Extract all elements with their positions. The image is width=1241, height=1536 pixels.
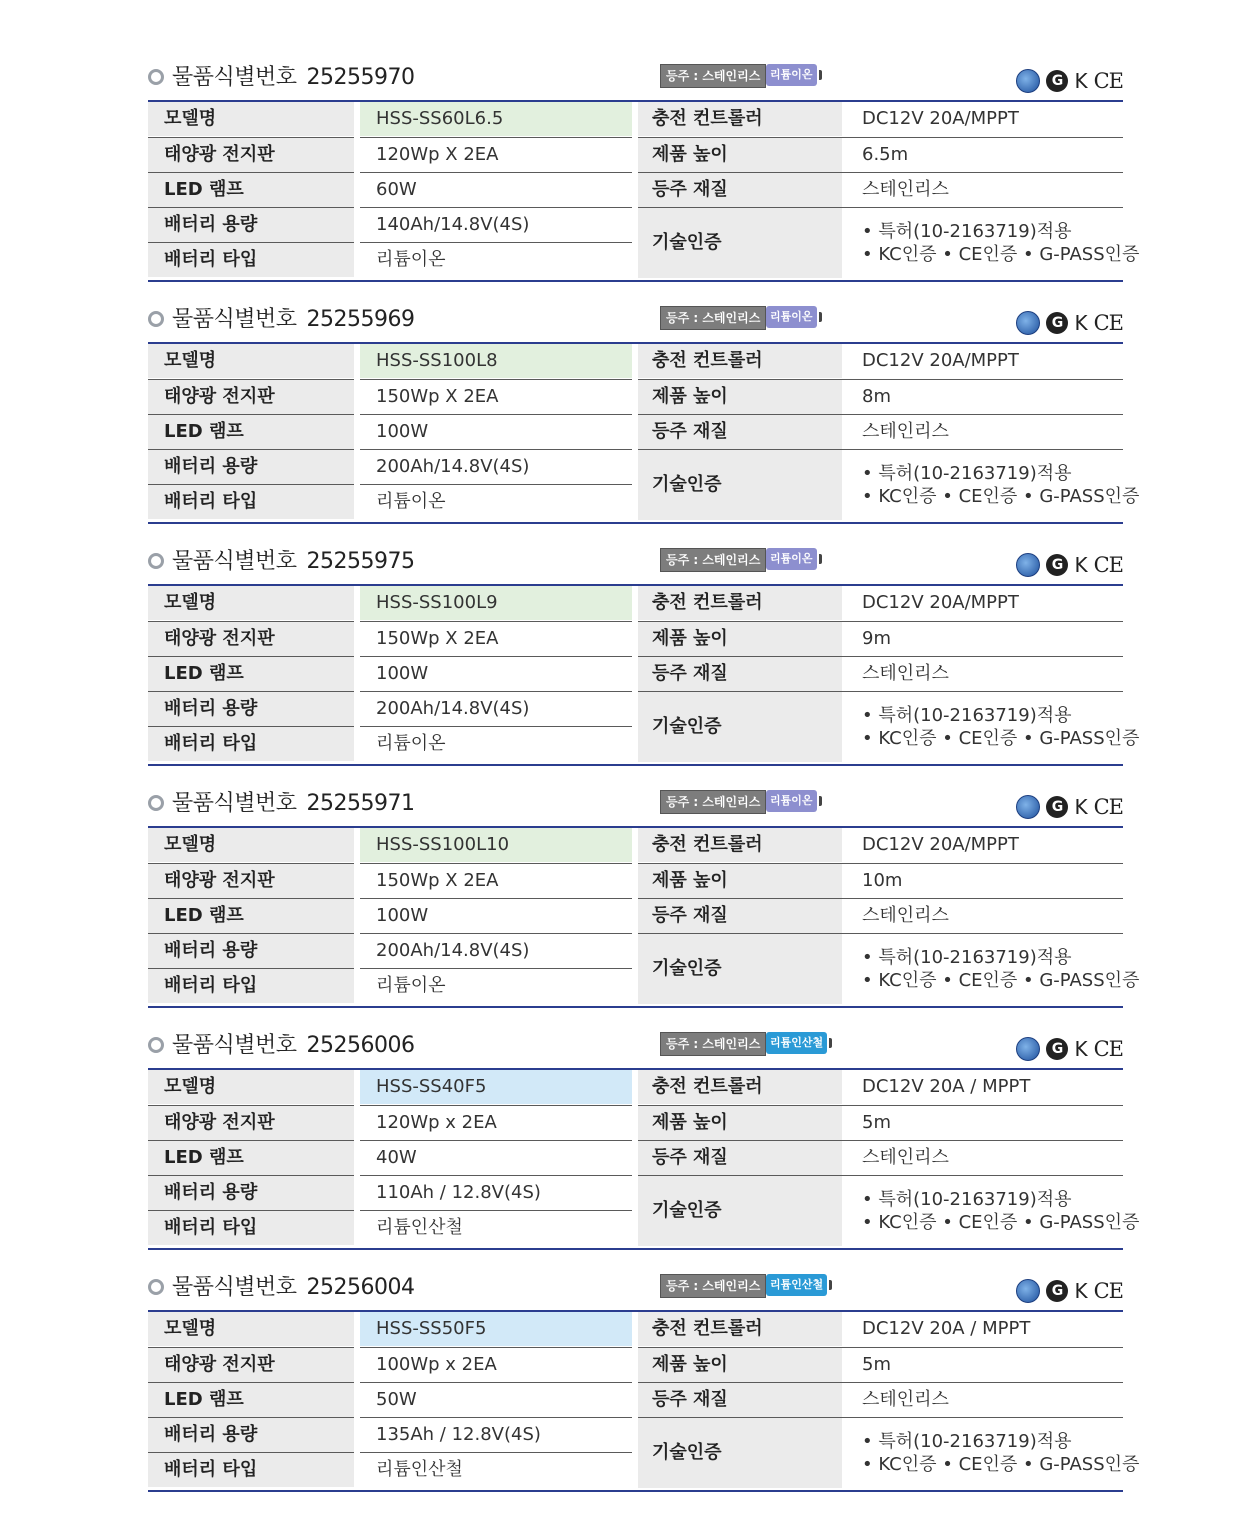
patent-line: • 특허(10-2163719)적용: [862, 947, 1072, 968]
lamp-label: LED 램프: [148, 657, 354, 691]
pole-material-label: 등주 재질: [638, 415, 842, 449]
row-divider: [638, 1347, 842, 1348]
product-header: [148, 1266, 1123, 1310]
identifier-number: 25256006: [306, 1033, 415, 1058]
model-value: HSS-SS40F5: [360, 1070, 632, 1104]
row-divider: [360, 1140, 632, 1141]
lamp-label: LED 램프: [148, 1383, 354, 1417]
circle-bullet-icon: [148, 1037, 164, 1053]
k-mark-icon: K: [1074, 795, 1088, 819]
panel-label: 태양광 전지판: [148, 864, 354, 898]
certification-value: [842, 704, 1140, 750]
row-divider: [360, 242, 632, 243]
battery-capacity-value: 200Ah/14.8V(4S): [376, 456, 530, 477]
row-divider: [148, 1382, 354, 1383]
lamp-value: 60W: [376, 179, 417, 200]
row-divider: [360, 726, 632, 727]
controller-value: DC12V 20A / MPPT: [862, 1318, 1031, 1339]
certification-marks: [1016, 794, 1123, 820]
patent-line: • 특허(10-2163719)적용: [862, 705, 1072, 726]
identifier-number: 25256004: [306, 1275, 415, 1300]
model-value: HSS-SS100L9: [360, 586, 632, 620]
circle-bullet-icon: [148, 1279, 164, 1295]
battery-type-value: 리튬이온: [376, 249, 446, 270]
lamp-value: 50W: [376, 1389, 417, 1410]
battery-type-label: 배터리 타입: [148, 969, 354, 1003]
lamp-label: LED 램프: [148, 415, 354, 449]
model-label: 모델명: [148, 102, 354, 136]
battery-type-value: 리튬인산철: [376, 1459, 463, 1480]
height-label: 제품 높이: [638, 380, 842, 414]
lamp-value: 100W: [376, 905, 429, 926]
row-divider: [148, 1140, 354, 1141]
row-divider: [148, 863, 354, 864]
cert-line: • KC인증 • CE인증 • G-PASS인증: [862, 244, 1140, 265]
pole-material-badge: 등주 : 스테인리스: [660, 1274, 766, 1298]
certification-marks: [1016, 1278, 1123, 1304]
controller-label: 충전 컨트롤러: [638, 344, 842, 378]
row-divider: [360, 414, 632, 415]
height-label: 제품 높이: [638, 622, 842, 656]
row-divider: [360, 621, 632, 622]
height-value: 10m: [862, 870, 903, 891]
row-divider: [638, 1175, 842, 1176]
row-divider: [360, 1452, 632, 1453]
controller-label: 충전 컨트롤러: [638, 102, 842, 136]
certification-label: 기술인증: [638, 208, 842, 278]
ce-mark-icon: CE: [1093, 553, 1123, 577]
panel-value: 150Wp X 2EA: [376, 386, 499, 407]
cert-line: • KC인증 • CE인증 • G-PASS인증: [862, 1212, 1140, 1233]
row-divider: [638, 207, 842, 208]
controller-value: DC12V 20A/MPPT: [862, 592, 1019, 613]
battery-type-label: 배터리 타입: [148, 1453, 354, 1487]
battery-type-label: 배터리 타입: [148, 1211, 354, 1245]
controller-label: 충전 컨트롤러: [638, 1312, 842, 1346]
row-divider: [148, 414, 354, 415]
row-divider: [360, 691, 632, 692]
circle-bullet-icon: [148, 795, 164, 811]
controller-value: DC12V 20A/MPPT: [862, 350, 1019, 371]
pole-material-badge: 등주 : 스테인리스: [660, 64, 766, 88]
battery-capacity-label: 배터리 용량: [148, 692, 354, 726]
spec-table: [148, 584, 1140, 766]
battery-type-value: 리튬이온: [376, 975, 446, 996]
lamp-label: LED 램프: [148, 1141, 354, 1175]
row-divider: [638, 172, 842, 173]
kc-globe-icon: [1016, 553, 1040, 577]
kc-globe-icon: [1016, 69, 1040, 93]
patent-line: • 특허(10-2163719)적용: [862, 463, 1072, 484]
certification-value: [842, 462, 1140, 508]
product-header: [148, 56, 1123, 100]
patent-line: • 특허(10-2163719)적용: [862, 221, 1072, 242]
kc-globe-icon: [1016, 1037, 1040, 1061]
spec-table: [148, 342, 1140, 524]
product-header: [148, 782, 1123, 826]
certification-value: [842, 220, 1140, 266]
product-block: [148, 298, 1140, 530]
battery-capacity-label: 배터리 용량: [148, 1176, 354, 1210]
certification-marks: [1016, 552, 1123, 578]
controller-value: DC12V 20A/MPPT: [862, 108, 1019, 129]
panel-value: 150Wp X 2EA: [376, 870, 499, 891]
row-divider: [842, 1105, 1123, 1106]
pole-material-value: 스테인리스: [862, 421, 949, 442]
product-header: [148, 540, 1123, 584]
row-divider: [360, 968, 632, 969]
controller-value: DC12V 20A/MPPT: [862, 834, 1019, 855]
spec-table: [148, 1068, 1140, 1250]
row-divider: [148, 137, 354, 138]
row-divider: [148, 242, 354, 243]
lamp-value: 100W: [376, 663, 429, 684]
battery-capacity-label: 배터리 용량: [148, 934, 354, 968]
certification-value: [842, 1430, 1140, 1476]
product-block: [148, 540, 1140, 772]
identifier-label: 물품식별번호: [172, 65, 297, 90]
row-divider: [638, 449, 842, 450]
row-divider: [148, 898, 354, 899]
height-value: 8m: [862, 386, 891, 407]
identifier-number: 25255969: [306, 307, 415, 332]
model-value: HSS-SS50F5: [360, 1312, 632, 1346]
identifier-number: 25255970: [306, 65, 415, 90]
pole-material-label: 등주 재질: [638, 1383, 842, 1417]
row-divider: [638, 137, 842, 138]
g-mark-icon: G: [1046, 554, 1068, 576]
row-divider: [148, 1417, 354, 1418]
kc-globe-icon: [1016, 311, 1040, 335]
model-label: 모델명: [148, 828, 354, 862]
product-identifier: [172, 60, 415, 91]
row-divider: [638, 1382, 842, 1383]
identifier-label: 물품식별번호: [172, 1275, 297, 1300]
patent-line: • 특허(10-2163719)적용: [862, 1431, 1072, 1452]
lamp-label: LED 램프: [148, 173, 354, 207]
product-header: [148, 1024, 1123, 1068]
row-divider: [360, 1382, 632, 1383]
spec-table: [148, 826, 1140, 1008]
row-divider: [148, 207, 354, 208]
spec-table: [148, 100, 1140, 282]
height-label: 제품 높이: [638, 1106, 842, 1140]
row-divider: [148, 1347, 354, 1348]
k-mark-icon: K: [1074, 553, 1088, 577]
row-divider: [360, 172, 632, 173]
certification-marks: [1016, 1036, 1123, 1062]
controller-value: DC12V 20A / MPPT: [862, 1076, 1031, 1097]
row-divider: [148, 1210, 354, 1211]
cert-line: • KC인증 • CE인증 • G-PASS인증: [862, 970, 1140, 991]
pole-material-value: 스테인리스: [862, 1389, 949, 1410]
row-divider: [360, 656, 632, 657]
model-value: HSS-SS60L6.5: [360, 102, 632, 136]
ce-mark-icon: CE: [1093, 1279, 1123, 1303]
row-divider: [148, 691, 354, 692]
row-divider: [148, 1452, 354, 1453]
panel-label: 태양광 전지판: [148, 1106, 354, 1140]
row-divider: [842, 1382, 1123, 1383]
product-block: [148, 1024, 1140, 1256]
lamp-value: 100W: [376, 421, 429, 442]
certification-marks: [1016, 68, 1123, 94]
pole-material-value: 스테인리스: [862, 905, 949, 926]
certification-marks: [1016, 310, 1123, 336]
row-divider: [638, 1140, 842, 1141]
row-divider: [638, 691, 842, 692]
row-divider: [360, 1105, 632, 1106]
row-divider: [360, 484, 632, 485]
row-divider: [842, 863, 1123, 864]
panel-label: 태양광 전지판: [148, 1348, 354, 1382]
product-identifier: [172, 1270, 415, 1301]
panel-value: 120Wp x 2EA: [376, 1112, 497, 1133]
battery-type-label: 배터리 타입: [148, 727, 354, 761]
row-divider: [360, 898, 632, 899]
circle-bullet-icon: [148, 311, 164, 327]
ce-mark-icon: CE: [1093, 795, 1123, 819]
row-divider: [842, 691, 1123, 692]
identifier-label: 물품식별번호: [172, 1033, 297, 1058]
row-divider: [360, 137, 632, 138]
pole-material-label: 등주 재질: [638, 1141, 842, 1175]
row-divider: [360, 863, 632, 864]
row-divider: [360, 1175, 632, 1176]
certification-label: 기술인증: [638, 1418, 842, 1488]
panel-label: 태양광 전지판: [148, 622, 354, 656]
battery-type-badge: 리튬이온: [766, 548, 817, 570]
row-divider: [842, 1175, 1123, 1176]
model-label: 모델명: [148, 344, 354, 378]
row-divider: [148, 172, 354, 173]
height-value: 5m: [862, 1354, 891, 1375]
certification-label: 기술인증: [638, 934, 842, 1004]
model-value: HSS-SS100L8: [360, 344, 632, 378]
product-block: [148, 1266, 1140, 1498]
k-mark-icon: K: [1074, 1279, 1088, 1303]
panel-value: 150Wp X 2EA: [376, 628, 499, 649]
row-divider: [360, 1210, 632, 1211]
k-mark-icon: K: [1074, 69, 1088, 93]
row-divider: [148, 484, 354, 485]
lamp-label: LED 램프: [148, 899, 354, 933]
battery-capacity-label: 배터리 용량: [148, 1418, 354, 1452]
row-divider: [148, 1105, 354, 1106]
panel-value: 120Wp X 2EA: [376, 144, 499, 165]
ce-mark-icon: CE: [1093, 311, 1123, 335]
product-header: [148, 298, 1123, 342]
battery-type-badge: 리튬이온: [766, 306, 817, 328]
controller-label: 충전 컨트롤러: [638, 586, 842, 620]
pole-material-value: 스테인리스: [862, 179, 949, 200]
row-divider: [842, 656, 1123, 657]
kc-globe-icon: [1016, 1279, 1040, 1303]
row-divider: [360, 207, 632, 208]
row-divider: [842, 933, 1123, 934]
pole-material-badge: 등주 : 스테인리스: [660, 1032, 766, 1056]
cert-line: • KC인증 • CE인증 • G-PASS인증: [862, 1454, 1140, 1475]
model-label: 모델명: [148, 586, 354, 620]
battery-type-badge: 리튬이온: [766, 790, 817, 812]
row-divider: [148, 1175, 354, 1176]
pole-material-value: 스테인리스: [862, 663, 949, 684]
g-mark-icon: G: [1046, 1038, 1068, 1060]
g-mark-icon: G: [1046, 1280, 1068, 1302]
panel-label: 태양광 전지판: [148, 138, 354, 172]
cert-line: • KC인증 • CE인증 • G-PASS인증: [862, 728, 1140, 749]
product-block: [148, 56, 1140, 288]
certification-value: [842, 1188, 1140, 1234]
row-divider: [638, 621, 842, 622]
ce-mark-icon: CE: [1093, 69, 1123, 93]
product-identifier: [172, 544, 415, 575]
controller-label: 충전 컨트롤러: [638, 828, 842, 862]
height-label: 제품 높이: [638, 864, 842, 898]
row-divider: [360, 1347, 632, 1348]
ce-mark-icon: CE: [1093, 1037, 1123, 1061]
battery-type-badge: 리튬인산철: [766, 1274, 827, 1296]
pole-material-label: 등주 재질: [638, 173, 842, 207]
battery-type-value: 리튬이온: [376, 733, 446, 754]
certification-label: 기술인증: [638, 450, 842, 520]
product-identifier: [172, 1028, 415, 1059]
pole-material-badge: 등주 : 스테인리스: [660, 306, 766, 330]
row-divider: [148, 656, 354, 657]
spec-table: [148, 1310, 1140, 1492]
model-label: 모델명: [148, 1070, 354, 1104]
row-divider: [842, 898, 1123, 899]
identifier-label: 물품식별번호: [172, 307, 297, 332]
battery-capacity-value: 200Ah/14.8V(4S): [376, 940, 530, 961]
row-divider: [638, 933, 842, 934]
row-divider: [148, 379, 354, 380]
row-divider: [360, 933, 632, 934]
row-divider: [842, 207, 1123, 208]
row-divider: [842, 1347, 1123, 1348]
g-mark-icon: G: [1046, 70, 1068, 92]
row-divider: [360, 379, 632, 380]
pole-material-value: 스테인리스: [862, 1147, 949, 1168]
patent-line: • 특허(10-2163719)적용: [862, 1189, 1072, 1210]
kc-globe-icon: [1016, 795, 1040, 819]
row-divider: [842, 449, 1123, 450]
battery-capacity-label: 배터리 용량: [148, 208, 354, 242]
battery-type-value: 리튬인산철: [376, 1217, 463, 1238]
row-divider: [638, 1105, 842, 1106]
height-value: 5m: [862, 1112, 891, 1133]
battery-type-badge: 리튬이온: [766, 64, 817, 86]
height-value: 6.5m: [862, 144, 909, 165]
row-divider: [148, 449, 354, 450]
g-mark-icon: G: [1046, 312, 1068, 334]
row-divider: [638, 898, 842, 899]
k-mark-icon: K: [1074, 311, 1088, 335]
pole-material-label: 등주 재질: [638, 899, 842, 933]
battery-type-badge: 리튬인산철: [766, 1032, 827, 1054]
pole-material-label: 등주 재질: [638, 657, 842, 691]
row-divider: [842, 621, 1123, 622]
identifier-label: 물품식별번호: [172, 791, 297, 816]
row-divider: [842, 172, 1123, 173]
row-divider: [638, 656, 842, 657]
row-divider: [360, 449, 632, 450]
battery-capacity-value: 110Ah / 12.8V(4S): [376, 1182, 541, 1203]
row-divider: [842, 1417, 1123, 1418]
row-divider: [638, 1417, 842, 1418]
product-identifier: [172, 786, 415, 817]
pole-material-badge: 등주 : 스테인리스: [660, 790, 766, 814]
row-divider: [842, 379, 1123, 380]
certification-value: [842, 946, 1140, 992]
battery-type-label: 배터리 타입: [148, 243, 354, 277]
battery-capacity-value: 140Ah/14.8V(4S): [376, 214, 530, 235]
height-value: 9m: [862, 628, 891, 649]
circle-bullet-icon: [148, 553, 164, 569]
row-divider: [842, 414, 1123, 415]
row-divider: [638, 863, 842, 864]
lamp-value: 40W: [376, 1147, 417, 1168]
identifier-number: 25255975: [306, 549, 415, 574]
certification-label: 기술인증: [638, 1176, 842, 1246]
row-divider: [360, 1417, 632, 1418]
identifier-label: 물품식별번호: [172, 549, 297, 574]
product-block: [148, 782, 1140, 1014]
circle-bullet-icon: [148, 69, 164, 85]
battery-capacity-value: 135Ah / 12.8V(4S): [376, 1424, 541, 1445]
row-divider: [148, 621, 354, 622]
height-label: 제품 높이: [638, 138, 842, 172]
certification-label: 기술인증: [638, 692, 842, 762]
k-mark-icon: K: [1074, 1037, 1088, 1061]
height-label: 제품 높이: [638, 1348, 842, 1382]
pole-material-badge: 등주 : 스테인리스: [660, 548, 766, 572]
battery-capacity-label: 배터리 용량: [148, 450, 354, 484]
identifier-number: 25255971: [306, 791, 415, 816]
row-divider: [638, 414, 842, 415]
g-mark-icon: G: [1046, 796, 1068, 818]
battery-capacity-value: 200Ah/14.8V(4S): [376, 698, 530, 719]
row-divider: [148, 968, 354, 969]
model-value: HSS-SS100L10: [360, 828, 632, 862]
row-divider: [148, 726, 354, 727]
row-divider: [842, 1140, 1123, 1141]
row-divider: [842, 137, 1123, 138]
controller-label: 충전 컨트롤러: [638, 1070, 842, 1104]
cert-line: • KC인증 • CE인증 • G-PASS인증: [862, 486, 1140, 507]
product-identifier: [172, 302, 415, 333]
battery-type-value: 리튬이온: [376, 491, 446, 512]
panel-value: 100Wp x 2EA: [376, 1354, 497, 1375]
model-label: 모델명: [148, 1312, 354, 1346]
panel-label: 태양광 전지판: [148, 380, 354, 414]
row-divider: [638, 379, 842, 380]
row-divider: [148, 933, 354, 934]
battery-type-label: 배터리 타입: [148, 485, 354, 519]
